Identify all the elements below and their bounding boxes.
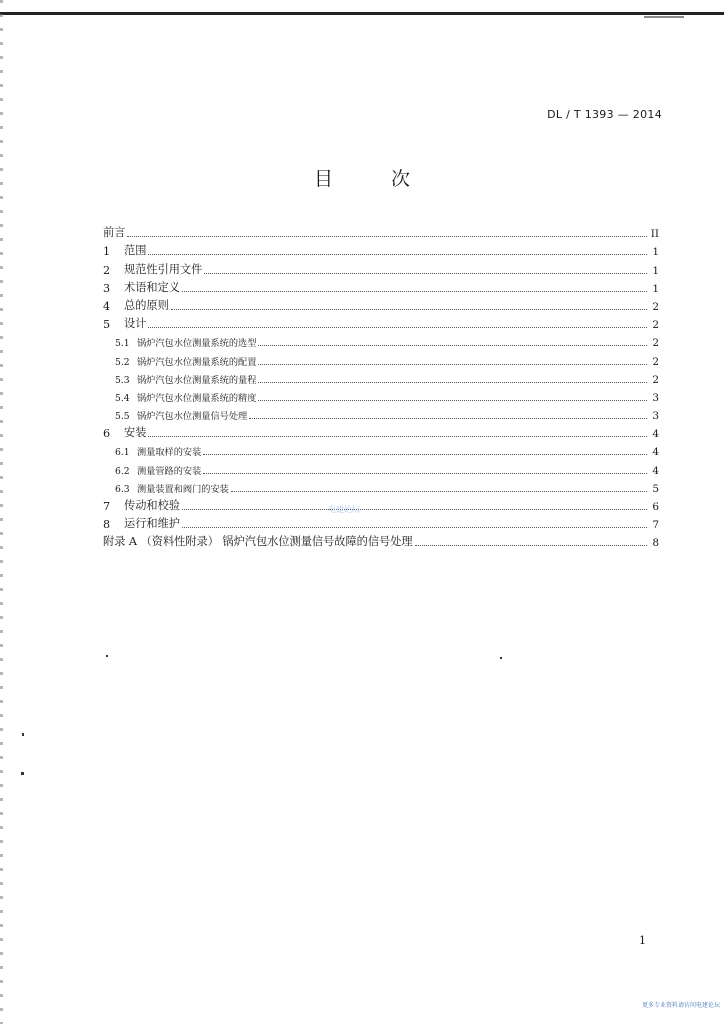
toc-entry (103, 477, 659, 495)
scan-speck (22, 733, 24, 736)
toc-entry-title: 测量装置和阀门的安装 (137, 483, 229, 495)
toc-entry-number: 5.3 (115, 374, 130, 386)
toc-entry (103, 495, 659, 513)
toc-entry-number: 5.2 (115, 356, 130, 368)
toc-entry-title: 运行和维护 (124, 517, 180, 531)
toc-entry (103, 368, 659, 386)
scan-speck (21, 772, 24, 775)
toc-entry (103, 422, 659, 440)
toc-entry-title: 范围 (124, 244, 147, 258)
toc-leader-dots (148, 254, 647, 255)
toc-entry (103, 240, 659, 258)
toc-entry-number: 6.1 (115, 447, 130, 459)
toc-entry (103, 222, 659, 240)
toc-entry (103, 349, 659, 367)
toc-entry-title: 总的原则 (124, 298, 169, 312)
toc-entry-title: 规范性引用文件 (124, 262, 203, 276)
scan-edge (0, 0, 3, 1024)
toc-entry (103, 258, 659, 276)
toc-entry-page: 2 (652, 337, 659, 350)
toc-entry-number: 6.3 (115, 483, 130, 495)
toc-entry-number: 8 (103, 518, 111, 532)
toc-entry-page: 1 (652, 264, 659, 277)
toc-entry-page: 3 (652, 391, 659, 404)
toc-entry-page: 1 (652, 282, 659, 295)
toc-entry-number: 5 (103, 318, 111, 332)
toc-entry-title: 术语和定义 (124, 280, 180, 294)
toc-entry-page: 4 (652, 446, 659, 459)
toc-entry-number: 5.5 (115, 411, 130, 423)
toc-leader-dots (258, 382, 647, 383)
toc-entry-page: 2 (652, 300, 659, 313)
toc-leader-dots (182, 509, 647, 510)
toc-leader-dots (258, 364, 647, 365)
scan-speck (106, 655, 108, 657)
watermark: 电建论坛 (328, 505, 360, 514)
page-number: 1 (639, 934, 646, 947)
toc-entry (103, 513, 659, 531)
toc-leader-dots (182, 527, 647, 528)
toc-leader-dots (231, 491, 647, 492)
toc-leader-dots (249, 418, 647, 419)
toc-entry-title: 设计 (124, 317, 147, 331)
toc-entry (103, 404, 659, 422)
toc-leader-dots (148, 327, 647, 328)
footer-note: 更多专业资料请访问电建论坛 (641, 1002, 720, 1009)
toc-entry-page: 5 (652, 482, 659, 495)
toc-entry-page: II (650, 228, 659, 241)
toc-leader-dots (258, 400, 647, 401)
toc-entry-title: 传动和校验 (124, 499, 180, 512)
toc-entry-page: 6 (652, 501, 659, 513)
toc-entry-number: 6.2 (115, 465, 130, 477)
toc-entry-page: 4 (652, 464, 659, 477)
toc-entry (103, 440, 659, 458)
toc-leader-dots (415, 545, 647, 546)
toc-entry-number: 5.4 (115, 392, 130, 404)
top-mark (644, 16, 684, 18)
toc-entry (103, 386, 659, 404)
toc-entry-page: 8 (652, 537, 659, 550)
toc-entry (103, 331, 659, 349)
toc-leader-dots (204, 273, 647, 274)
toc-entry-title: 锅炉汽包水位测量信号处理 (137, 411, 248, 423)
toc-entry (103, 277, 659, 295)
toc-entry-title: 安装 (124, 426, 147, 440)
toc-entry-page: 7 (652, 519, 659, 532)
toc-entry-title: 锅炉汽包水位测量系统的配置 (137, 356, 257, 368)
toc-entry-title: 锅炉汽包水位测量系统的量程 (137, 374, 257, 386)
toc-entry-number: 7 (103, 500, 111, 513)
toc-entry (103, 295, 659, 313)
toc-entry-page: 4 (652, 428, 659, 441)
toc-entry-title: 测量管路的安装 (137, 465, 202, 477)
toc-entry (103, 313, 659, 331)
toc-entry-page: 2 (652, 319, 659, 332)
toc-leader-dots (148, 436, 647, 437)
toc-leader-dots (171, 309, 647, 310)
toc-leader-dots (203, 473, 647, 474)
toc-entry-page: 3 (652, 410, 659, 423)
toc-entry-title: 锅炉汽包水位测量系统的精度 (137, 392, 257, 404)
toc-entry-number: 6 (103, 427, 111, 441)
top-rule (0, 12, 724, 15)
toc-leader-dots (258, 345, 647, 346)
toc-leader-dots (127, 236, 647, 237)
toc-entry-number: 5.1 (115, 338, 130, 350)
toc-entry (103, 458, 659, 476)
toc-leader-dots (203, 454, 647, 455)
toc-entry-number: 2 (103, 263, 111, 277)
page-title: 目 次 (313, 168, 437, 190)
toc-entry-title: 测量取样的安装 (137, 447, 202, 459)
toc-entry-page: 2 (652, 373, 659, 386)
toc-entry-number: 1 (103, 245, 111, 259)
toc-entry-page: 1 (652, 246, 659, 259)
doc-code: DL / T 1393 — 2014 (547, 108, 662, 121)
toc-entry-number: 4 (103, 299, 111, 313)
toc-entry-number: 3 (103, 281, 111, 295)
toc-leader-dots (182, 291, 647, 292)
scan-speck (500, 657, 502, 659)
toc-entry-title: 前言 (103, 226, 126, 240)
toc-entry (103, 531, 659, 549)
toc-entry-title: 锅炉汽包水位测量系统的选型 (137, 338, 257, 350)
table-of-contents (103, 222, 659, 549)
toc-entry-title: 附录 A （资料性附录） 锅炉汽包水位测量信号故障的信号处理 (103, 535, 413, 549)
toc-entry-page: 2 (652, 355, 659, 368)
